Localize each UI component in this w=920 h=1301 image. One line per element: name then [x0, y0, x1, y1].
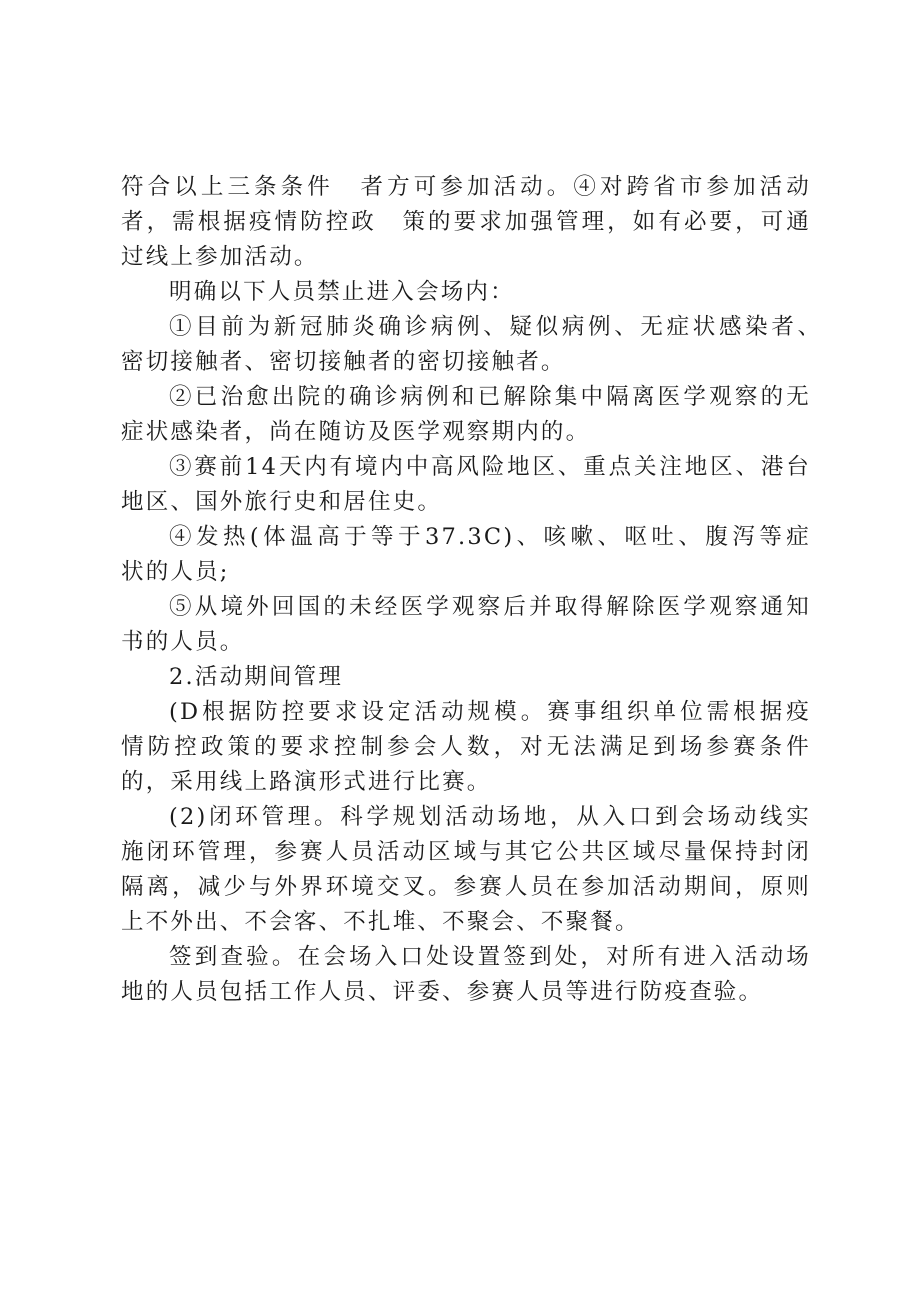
paragraph-prohibited-item-2: ②已治愈出院的确诊病例和已解除集中隔离医学观察的无 症状感染者，尚在随访及医学观察期内的。: [121, 384, 836, 445]
paragraph-check-in-inspection: 签到查验。在会场入口处设置签到处，对所有进入活动场 地的人员包括工作人员、评委、参赛人员等进行防疫查验。: [121, 944, 836, 1005]
paragraph-activity-scale: (D根据防控要求设定活动规模。赛事组织单位需根据疫 情防控政策的要求控制参会人数，对无法满足到场参赛条件 的，采用线上路演形式进行比赛。: [121, 699, 836, 795]
paragraph-prohibited-item-3: ③赛前14天内有境内中高风险地区、重点关注地区、港台 地区、国外旅行史和居住史。: [121, 454, 836, 515]
paragraph-prohibited-item-5: ⑤从境外回国的未经医学观察后并取得解除医学观察通知 书的人员。: [121, 594, 836, 655]
document-body: [121, 170, 836, 1010]
paragraph-prohibited-item-4: ④发热(体温高于等于37.3C)、咳嗽、呕吐、腹泻等症 状的人员;: [121, 524, 836, 585]
paragraph-participation-conditions: 符合以上三条条件 者方可参加活动。④对跨省市参加活动者，需根据疫情防控政 策的要求加强管理，如有必要，可通过线上参加活动。: [121, 174, 811, 270]
section-heading-activity-management: 2.活动期间管理: [169, 664, 344, 690]
paragraph-prohibited-item-1: ①目前为新冠肺炎确诊病例、疑似病例、无症状感染者、 密切接触者、密切接触者的密切接触者。: [121, 314, 836, 375]
paragraph-closed-loop-management: (2)闭环管理。科学规划活动场地，从入口到会场动线实 施闭环管理，参赛人员活动区域与其它公共区域尽量保持封闭 隔离，减少与外界环境交叉。参赛人员在参加活动期间，原则 上不外出、不会客、不扎堆、不聚会、不聚餐。: [121, 804, 836, 935]
paragraph-prohibited-intro: 明确以下人员禁止进入会场内：: [169, 279, 515, 305]
